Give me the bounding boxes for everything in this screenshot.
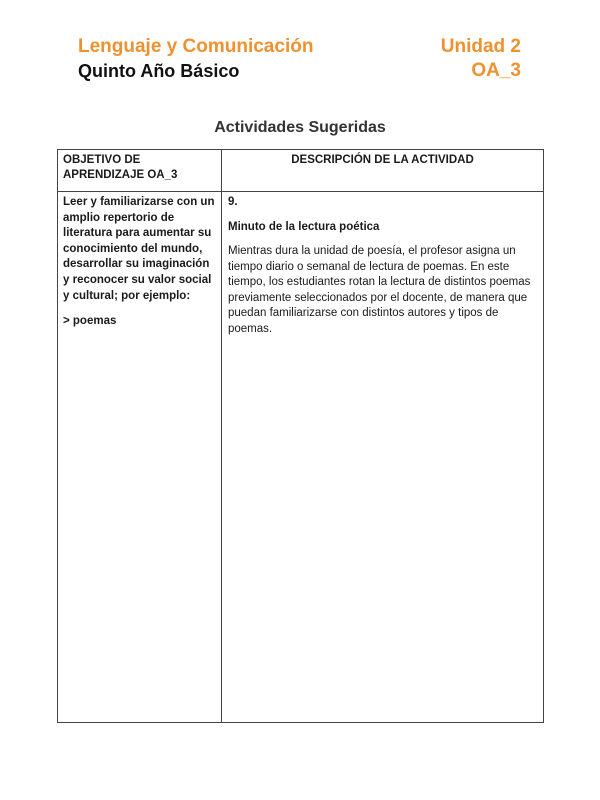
objective-item: > poemas	[63, 315, 117, 328]
activity-table	[57, 149, 544, 723]
description-header: DESCRIPCIÓN DE LA ACTIVIDAD	[222, 150, 544, 192]
activity-number: 9.	[228, 196, 238, 208]
grade-title: Quinto Año Básico	[78, 61, 240, 81]
activity-name: Minuto de la lectura poética	[228, 221, 380, 233]
section-title: Actividades Sugeridas	[214, 119, 386, 136]
objective-header: OBJETIVO DE APRENDIZAJE OA_3	[58, 150, 222, 192]
table-header-row	[58, 150, 544, 192]
oa-label: OA_3	[471, 60, 521, 81]
activity-description: Mientras dura la unidad de poesía, el profesor asigna un tiempo diario o semanal de lectura de poemas. En este tiempo, los estudiantes rotan la lectura de distintos poemas previamente seleccionados por el docente, de manera que puedan familiarizarse con distintos autores y tipos de poemas.	[228, 245, 531, 335]
subject-title: Lenguaje y Comunicación	[78, 36, 314, 57]
objective-text: Leer y familiarizarse con un amplio repertorio de literatura para aumentar su conocimiento del mundo, desarrollar su imaginación y reconocer su valor social y cultural; por ejemplo:	[63, 196, 215, 302]
description-cell	[222, 192, 544, 723]
table-row	[58, 192, 544, 723]
objective-cell	[58, 192, 222, 723]
unit-label: Unidad 2	[440, 36, 521, 57]
